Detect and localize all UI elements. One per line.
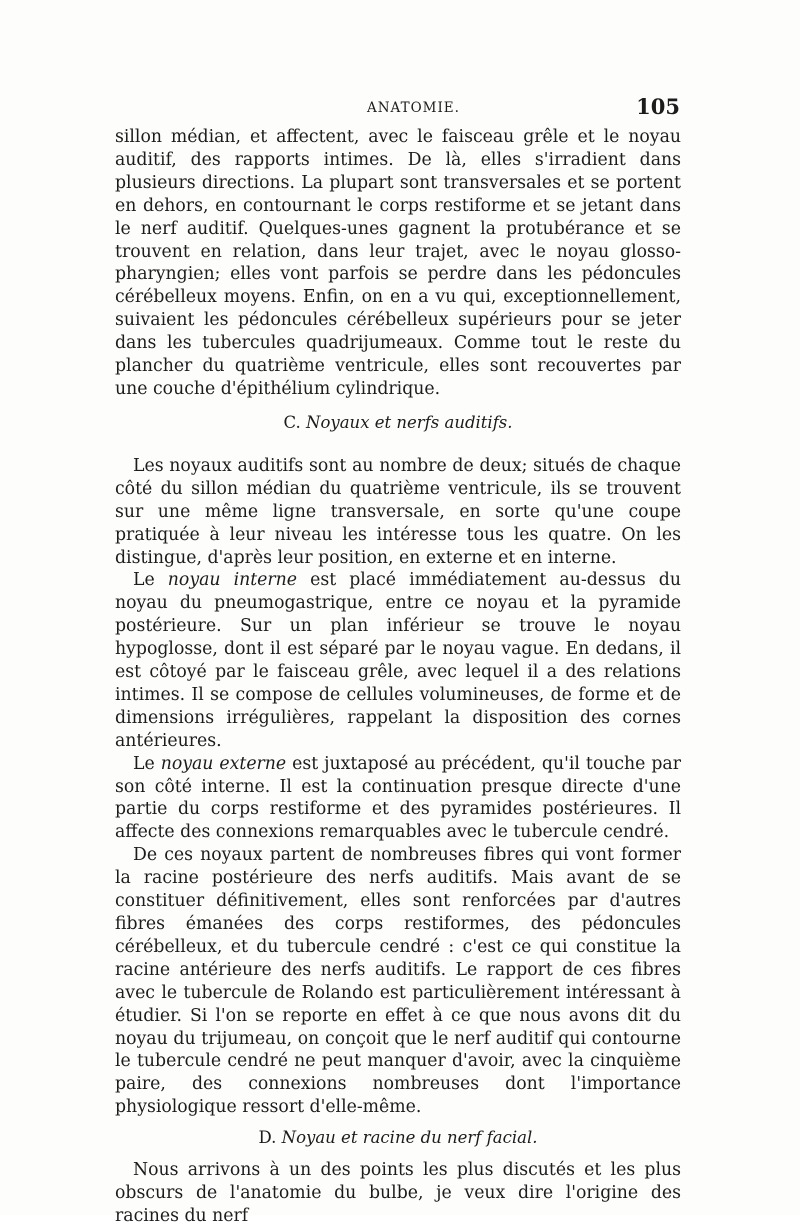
section-heading-d [115, 1127, 681, 1149]
paragraph-noyau-externe [115, 753, 681, 845]
paragraph-noyau-interne [115, 569, 681, 752]
running-head: ANATOMIE. [367, 100, 460, 116]
text-run: Le [133, 570, 168, 591]
section-number: C. [283, 412, 301, 432]
italic-term: noyau externe [160, 753, 287, 774]
paragraph: Nous arrivons à un des points les plus discutés et les plus obscurs de l'anatomie du bulbe, je veux dire l'origine des racines du nerf [115, 1160, 681, 1226]
page-header [115, 96, 680, 122]
paragraph: Les noyaux auditifs sont au nombre de deux; situés de chaque côté du sillon médian du quatrième ventricule, ils se trouvent sur une même ligne transversale, en sorte qu'une coupe pratiquée à leur niveau les intéresse tous les quatre. On les distingue, d'après leur position, en externe et en interne. [115, 455, 681, 568]
page-number: 105 [636, 94, 680, 119]
section-title: Noyaux et nerfs auditifs. [306, 412, 513, 432]
italic-term: noyau interne [167, 570, 298, 591]
body-text [115, 126, 681, 1228]
section-title: Noyau et racine du nerf facial. [281, 1128, 538, 1148]
text-run: est placé immédiatement au-dessus du noyau du pneumogastrique, entre ce noyau et la pyramide postérieure. Sur un plan inférieur se trouve le noyau hypoglosse, dont il est séparé par le noyau vague. En dedans, il est côtoyé par le faisceau grêle, avec lequel il a des relations intimes. Il se compose de cellules volumineuses, de forme et de dimensions irrégulières, rappelant la disposition des cornes antérieures. [115, 570, 681, 751]
text-run: Le [133, 753, 161, 774]
paragraph: De ces noyaux partent de nombreuses fibres qui vont former la racine postérieure des nerfs auditifs. Mais avant de se constituer définitivement, elles sont renforcées par d'autres fibres émanées des corps restiformes, des pédoncules cérébelleux, et du tubercule cendré : c'est ce qui constitue la racine antérieure des nerfs auditifs. Le rapport de ces fibres avec le tubercule de Rolando est particulièrement intéressant à étudier. Si l'on se reporte en effet à ce que nous avons dit du noyau du trijumeau, on conçoit que le nerf auditif qui contourne le tubercule cendré ne peut manquer d'avoir, avec la cinquième paire, des connexions nombreuses dont l'importance physiologique ressort d'elle-même. [115, 845, 681, 1118]
paragraph-continued: sillon médian, et affectent, avec le faisceau grêle et le noyau auditif, des rapports intimes. De là, elles s'irradient dans plusieurs directions. La plupart sont transversales et se portent en dehors, en contournant le corps restiforme et se jetant dans le nerf auditif. Quelques-unes gagnent la protubérance et se trouvent en relation, dans leur trajet, avec le noyau glosso-pharyngien; elles vont parfois se perdre dans les pédoncules cérébelleux moyens. Enfin, on en a vu qui, exceptionnellement, suivaient les pédoncules cérébelleux supérieurs pour se jeter dans les tubercules quadrijumeaux. Comme tout le reste du plancher du quatrième ventricule, elles sont recouvertes par une couche d'épithélium cylindrique. [115, 127, 681, 399]
section-heading-c [115, 412, 681, 434]
text-run: est juxtaposé au précédent, qu'il touche par son côté interne. Il est la continuation presque directe d'une partie du corps restiforme et des pyramides postérieures. Il affecte des connexions remarquables avec le tubercule cendré. [115, 753, 681, 843]
section-number: D. [258, 1128, 277, 1148]
